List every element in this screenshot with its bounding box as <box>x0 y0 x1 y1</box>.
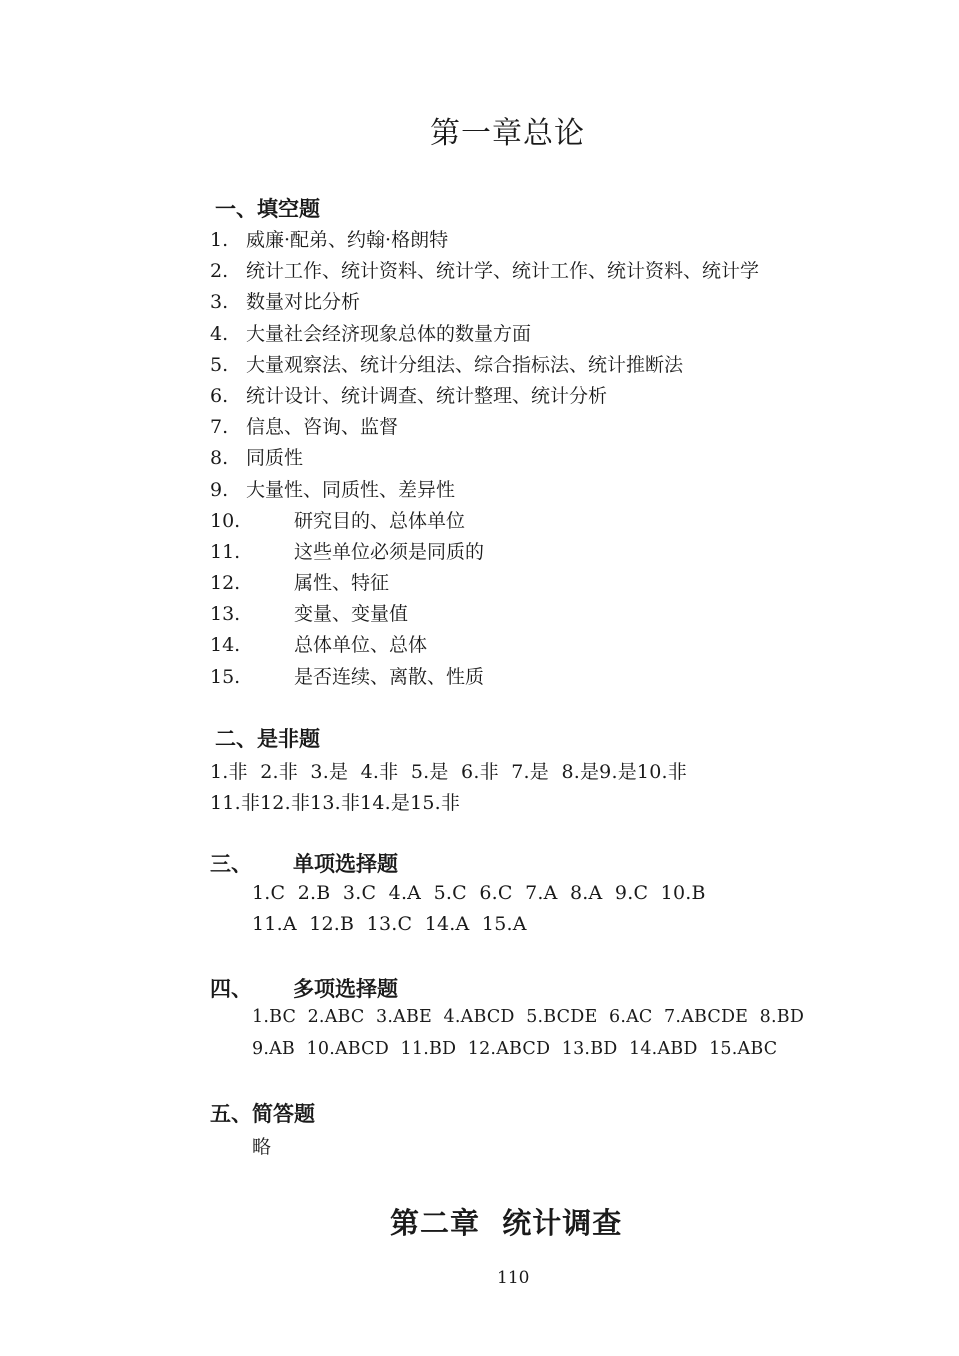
single-choice-answers-line-2: 11.A 12.B 13.C 14.A 15.A <box>252 913 527 935</box>
section-heading-single-choice-prefix: 三、 <box>210 852 252 876</box>
item-number: 13. <box>210 603 241 626</box>
item-number: 8. <box>210 447 229 470</box>
section-heading-true-false: 二、是非题 <box>215 727 320 751</box>
item-text: 大量性、同质性、差异性 <box>246 478 456 501</box>
item-text: 是否连续、离散、性质 <box>294 665 485 688</box>
list-item <box>210 443 759 474</box>
item-text: 研究目的、总体单位 <box>294 509 466 532</box>
section-heading-short-answer: 五、简答题 <box>210 1102 315 1126</box>
item-number: 6. <box>210 384 229 407</box>
item-number: 3. <box>210 291 229 314</box>
item-number: 10. <box>210 509 241 532</box>
item-text: 大量观察法、统计分组法、综合指标法、统计推断法 <box>246 353 684 376</box>
list-item <box>210 568 759 599</box>
page-number: 110 <box>497 1268 530 1288</box>
list-item <box>210 537 759 568</box>
item-text: 总体单位、总体 <box>294 634 428 657</box>
item-number: 1. <box>210 229 229 251</box>
section-heading-multi-choice: 多项选择题 <box>293 977 398 1001</box>
list-item <box>210 630 759 661</box>
chapter-2-title: 第二章 统计调查 <box>390 1206 623 1240</box>
short-answer-text: 略 <box>252 1136 272 1158</box>
section-heading-multi-choice-prefix: 四、 <box>210 977 252 1001</box>
section-heading-single-choice: 单项选择题 <box>293 852 398 876</box>
chapter-1-title: 第一章总论 <box>430 116 585 151</box>
list-item <box>210 475 759 506</box>
item-number: 11. <box>210 540 241 563</box>
true-false-answers-line-2: 11.非12.非13.非14.是15.非 <box>210 792 461 814</box>
item-number: 2. <box>210 260 229 283</box>
item-text: 统计工作、统计资料、统计学、统计工作、统计资料、统计学 <box>246 260 760 283</box>
multi-choice-answers-line-2: 9.AB 10.ABCD 11.BD 12.ABCD 13.BD 14.ABD 15.ABC <box>252 1039 778 1059</box>
item-number: 15. <box>210 665 241 688</box>
true-false-answers-line-1: 1.非 2.非 3.是 4.非 5.是 6.非 7.是 8.是9.是10.非 <box>210 761 687 783</box>
list-item <box>210 599 759 630</box>
list-item <box>210 506 759 537</box>
single-choice-answers-line-1: 1.C 2.B 3.C 4.A 5.C 6.C 7.A 8.A 9.C 10.B <box>252 882 706 904</box>
list-item <box>210 256 759 287</box>
fill-blank-list <box>210 225 759 693</box>
item-number: 14. <box>210 634 241 657</box>
section-heading-fill-blank: 一、填空题 <box>215 197 320 221</box>
item-number: 5. <box>210 353 229 376</box>
item-number: 12. <box>210 572 241 595</box>
list-item <box>210 319 759 350</box>
item-number: 7. <box>210 416 229 439</box>
item-text: 同质性 <box>246 447 304 470</box>
list-item <box>210 225 759 256</box>
list-item <box>210 381 759 412</box>
item-text: 属性、特征 <box>294 572 390 595</box>
item-text: 统计设计、统计调查、统计整理、统计分析 <box>246 384 608 407</box>
item-text: 大量社会经济现象总体的数量方面 <box>246 322 532 345</box>
item-text: 信息、咨询、监督 <box>246 416 399 439</box>
list-item <box>210 350 759 381</box>
item-text: 威廉·配弟、约翰·格朗特 <box>246 229 449 251</box>
list-item <box>210 287 759 318</box>
item-text: 变量、变量值 <box>294 603 409 626</box>
multi-choice-answers-line-1: 1.BC 2.ABC 3.ABE 4.ABCD 5.BCDE 6.AC 7.ABCDE 8.BD <box>252 1007 805 1027</box>
item-number: 9. <box>210 478 229 501</box>
item-text: 数量对比分析 <box>246 291 361 314</box>
item-number: 4. <box>210 322 229 345</box>
list-item <box>210 412 759 443</box>
list-item <box>210 662 759 693</box>
item-text: 这些单位必须是同质的 <box>294 540 485 563</box>
